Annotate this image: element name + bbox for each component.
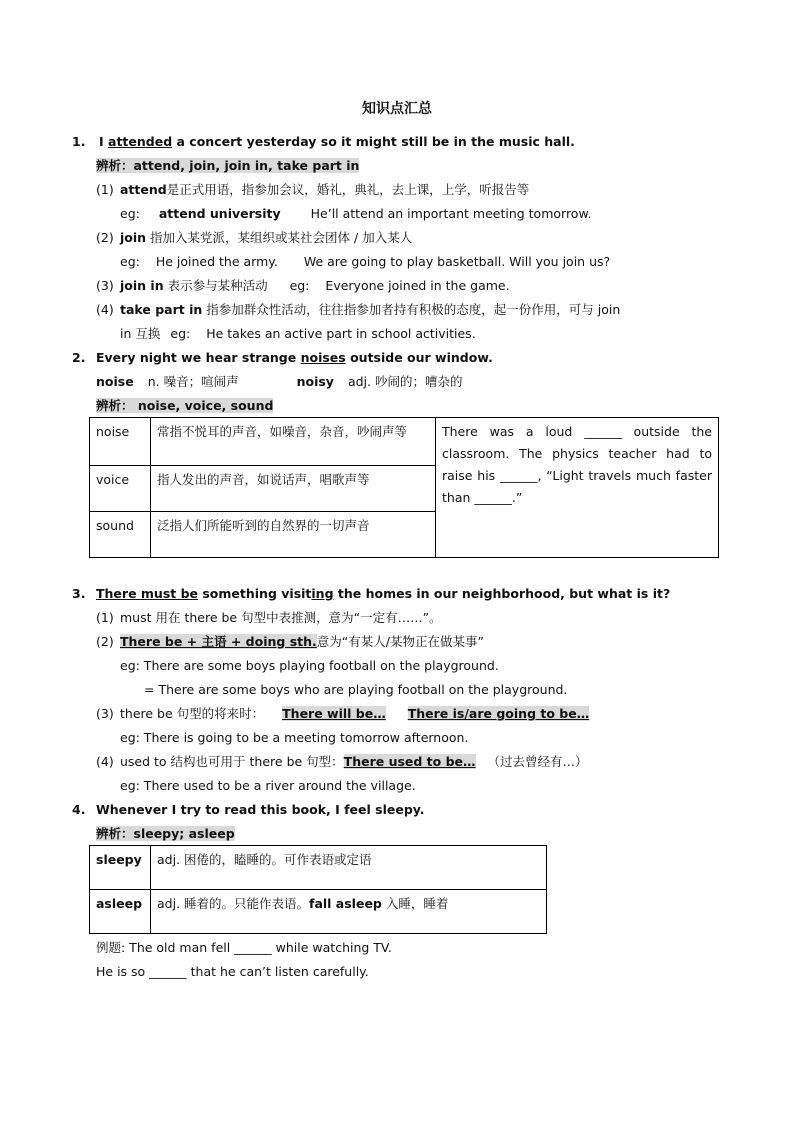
s3-item-4-eg: eg: There used to be a river around the village. bbox=[120, 778, 416, 793]
term: join in bbox=[120, 278, 164, 293]
bianxi-label: 辨析：attend, join, join in, take part in bbox=[96, 158, 360, 173]
pattern-note: （过去曾经有…） bbox=[487, 754, 588, 769]
sentence-keyword: attended bbox=[108, 134, 173, 149]
pattern-highlight: There will be… bbox=[282, 706, 386, 721]
term-desc: 指加入某党派，某组织或某社会团体 / 加入某人 bbox=[146, 230, 413, 245]
sentence-part: something visit bbox=[198, 586, 312, 601]
def-term: fall asleep bbox=[309, 896, 382, 911]
section-1-bianxi bbox=[96, 157, 359, 175]
noise-voice-sound-table bbox=[89, 417, 719, 558]
s1-item-2-num: (2) bbox=[96, 230, 114, 245]
table-row bbox=[90, 846, 547, 890]
section-4-sentence: Whenever I try to read this book, I feel sleepy. bbox=[96, 802, 425, 817]
bianxi-label: 辨析：sleepy; asleep bbox=[96, 826, 235, 841]
s3-item-4 bbox=[120, 753, 588, 771]
s1-item-1 bbox=[120, 181, 529, 199]
s1-item-2 bbox=[120, 229, 412, 247]
table-cell-word: noise bbox=[90, 418, 151, 466]
s1-item-2-eg bbox=[120, 253, 610, 271]
s1-item-3-num: (3) bbox=[96, 278, 114, 293]
term: take part in bbox=[120, 302, 203, 317]
table-row bbox=[90, 890, 547, 934]
sentence-part: Every night we hear strange bbox=[96, 350, 301, 365]
term-desc: 表示参与某种活动 bbox=[163, 278, 268, 293]
pattern-desc: 意为“有某人/某物正在做某事” bbox=[316, 634, 484, 649]
eg-sentence: He’ll attend an important meeting tomorrow. bbox=[310, 206, 592, 221]
sentence-part: the homes in our neighborhood, but what is it? bbox=[333, 586, 671, 601]
s3-item-2 bbox=[120, 633, 484, 651]
sentence-keyword: ing bbox=[311, 586, 334, 601]
term-desc: in 互换 bbox=[120, 326, 161, 341]
s1-item-1-eg bbox=[120, 205, 592, 223]
eg-sentence: He joined the army. bbox=[155, 254, 278, 269]
s3-item-3 bbox=[120, 705, 589, 723]
table-cell-word: sound bbox=[90, 512, 151, 558]
eg-label: eg: bbox=[120, 254, 140, 269]
table-cell-def bbox=[151, 890, 547, 934]
s1-item-4 bbox=[120, 301, 620, 319]
term-desc: adj. 吵闹的；嘈杂的 bbox=[347, 374, 463, 389]
pattern-highlight: There used to be… bbox=[343, 754, 476, 769]
sentence-part: a concert yesterday so it might still be in the music hall. bbox=[172, 134, 575, 149]
def-text: 入睡，睡着 bbox=[381, 896, 449, 911]
section-2-number: 2. bbox=[72, 350, 86, 365]
exercise-cell: There was a loud ______ outside the classroom. The physics teacher had to raise his ______, “Light travels much faster than ______.” bbox=[436, 418, 719, 558]
term-desc: n. 噪音；喧闹声 bbox=[147, 374, 239, 389]
table-cell-def: 常指不悦耳的声音，如噪音，杂音，吵闹声等 bbox=[151, 418, 436, 466]
sleepy-asleep-table bbox=[89, 845, 547, 934]
term-desc: 是正式用语，指参加会议，婚礼，典礼，去上课，上学，听报告等 bbox=[166, 182, 530, 197]
pattern-desc: used to 结构也可用于 there be 句型： bbox=[120, 754, 344, 769]
table-cell-word: voice bbox=[90, 466, 151, 512]
s1-item-4-num: (4) bbox=[96, 302, 114, 317]
def-text: adj. 困倦的，瞌睡的。可作表语或定语 bbox=[157, 852, 372, 867]
table-row bbox=[90, 418, 719, 466]
section-3-sentence bbox=[96, 585, 670, 603]
table-cell-word: sleepy bbox=[90, 846, 151, 890]
s4-example-1: 例题: The old man fell ______ while watching TV. bbox=[96, 940, 392, 955]
table-cell-def: 指人发出的声音，如说话声，唱歌声等 bbox=[151, 466, 436, 512]
pattern-desc: there be 句型的将来时： bbox=[120, 706, 265, 721]
page-title: 知识点汇总 bbox=[362, 101, 432, 117]
eg-sentence: Everyone joined in the game. bbox=[325, 278, 510, 293]
s3-item-4-num: (4) bbox=[96, 754, 114, 769]
eg-phrase: attend university bbox=[158, 206, 281, 221]
bianxi-label: 辨析： noise, voice, sound bbox=[96, 398, 274, 413]
section-4-number: 4. bbox=[72, 802, 86, 817]
s1-item-3 bbox=[120, 277, 510, 295]
eg-label: eg: bbox=[170, 326, 191, 341]
section-2-sentence bbox=[96, 349, 493, 367]
eg-label: eg: bbox=[120, 206, 140, 221]
term: noise bbox=[96, 374, 134, 389]
term: attend bbox=[120, 182, 167, 197]
s3-item-1: must 用在 there be 句型中表推测，意为“一定有……”。 bbox=[120, 610, 442, 625]
section-3-number: 3. bbox=[72, 586, 86, 601]
sentence-keyword: noises bbox=[300, 350, 346, 365]
def-text: adj. 睡着的。只能作表语。 bbox=[157, 896, 310, 911]
s4-example-2: He is so ______ that he can’t listen carefully. bbox=[96, 964, 369, 979]
eg-sentence: He takes an active part in school activities. bbox=[206, 326, 476, 341]
s3-item-3-eg: eg: There is going to be a meeting tomorrow afternoon. bbox=[120, 730, 469, 745]
s1-item-4-cont bbox=[120, 325, 476, 343]
table-cell-word: asleep bbox=[90, 890, 151, 934]
table-cell-def: 泛指人们所能听到的自然界的一切声音 bbox=[151, 512, 436, 558]
pattern-highlight: There is/are going to be… bbox=[407, 706, 590, 721]
s3-item-1-num: (1) bbox=[96, 610, 114, 625]
section-2-bianxi bbox=[96, 397, 273, 415]
table-cell-def bbox=[151, 846, 547, 890]
section-4-bianxi bbox=[96, 825, 235, 843]
section-1-sentence bbox=[99, 133, 575, 151]
eg-sentence: We are going to play basketball. Will you join us? bbox=[303, 254, 611, 269]
s3-item-3-num: (3) bbox=[96, 706, 114, 721]
s3-item-2-num: (2) bbox=[96, 634, 114, 649]
term-desc: 指参加群众性活动，往往指参加者持有积极的态度，起一份作用，可与 join bbox=[202, 302, 621, 317]
s1-item-1-num: (1) bbox=[96, 182, 114, 197]
s3-item-2-eg1: eg: There are some boys playing football on the playground. bbox=[120, 658, 499, 673]
term: join bbox=[120, 230, 147, 245]
term: noisy bbox=[296, 374, 334, 389]
pattern-highlight: There be + 主语 + doing sth. bbox=[120, 634, 317, 649]
s3-item-2-eg2: = There are some boys who are playing football on the playground. bbox=[144, 682, 568, 697]
sentence-part: outside our window. bbox=[345, 350, 493, 365]
noise-noisy-line bbox=[96, 373, 462, 391]
eg-label: eg: bbox=[289, 278, 310, 293]
sentence-part: I bbox=[99, 134, 109, 149]
section-1-number: 1. bbox=[72, 134, 86, 149]
sentence-keyword: There must be bbox=[96, 586, 199, 601]
